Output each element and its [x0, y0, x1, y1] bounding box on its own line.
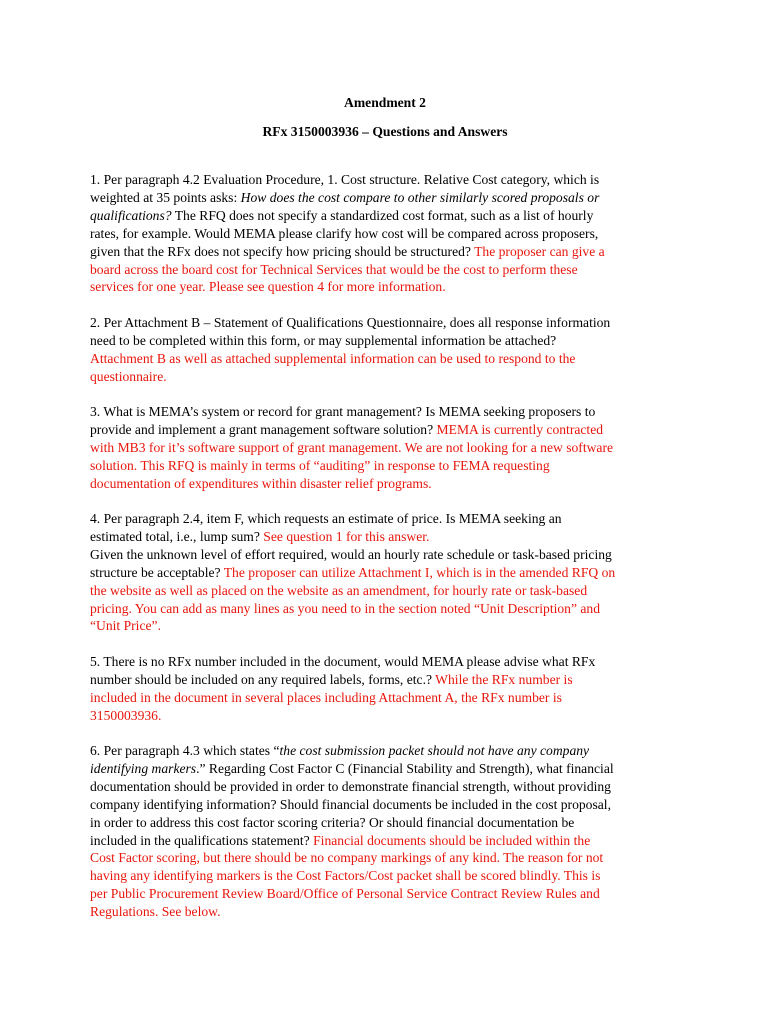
answer-text: 3150003936. [90, 707, 162, 723]
q4-line: Given the unknown level of effort required, would an hourly rate schedule or task-based pricing [90, 546, 612, 562]
answer-text: “Unit Price”. [90, 618, 161, 634]
q6-line: identifying markers.” Regarding Cost Factor C (Financial Stability and Strength), what financial [90, 760, 614, 776]
q6-line: included in the qualifications statement? Financial documents should be included within the [90, 832, 591, 848]
answer-text: See question 1 for this answer. [263, 528, 430, 544]
answer-text: board across the board cost for Technical Services that would be the cost to perform these [90, 261, 578, 277]
answer-text: Attachment B as well as attached supplemental information can be used to respond to the [90, 350, 576, 366]
q1-line: weighted at 35 points asks: How does the cost compare to other similarly scored proposals or [90, 189, 600, 205]
q6-line: documentation should be provided in order to demonstrate financial strength, without providing [90, 778, 611, 794]
question-6 [90, 742, 682, 921]
q3-line: 3. What is MEMA’s system or record for grant management? Is MEMA seeking proposers to [90, 404, 596, 419]
question-3 [90, 403, 682, 493]
q2-line: need to be completed within this form, or may supplemental information be attached? [90, 332, 557, 348]
q3-line: provide and implement a grant management software solution? MEMA is currently contracted [90, 421, 604, 437]
answer-text: solution. This RFQ is mainly in terms of “auditing” in response to FEMA requesting [90, 457, 550, 473]
answer-text: services for one year. Please see question 4 for more information. [90, 279, 446, 295]
q1-line: qualifications? The RFQ does not specify a standardized cost format, such as a list of hourly [90, 207, 594, 223]
q4-line: estimated total, i.e., lump sum? See question 1 for this answer. [90, 528, 430, 544]
answer-text: per Public Procurement Review Board/Office of Personal Service Contract Review Rules and [90, 886, 600, 902]
q1-line: given that the RFx does not specify how pricing should be structured? The proposer can give a [90, 243, 605, 259]
question-2 [90, 314, 682, 386]
q5-line: number should be included on any required labels, forms, etc.? While the RFx number is [90, 671, 573, 687]
q4-line: structure be acceptable? The proposer can utilize Attachment I, which is in the amended RFQ on [90, 564, 616, 580]
q6-line: 6. Per paragraph 4.3 which states “the cost submission packet should not have any company [90, 743, 590, 758]
question-4 [90, 510, 682, 635]
answer-text: Financial documents should be included within the [313, 832, 591, 848]
answer-text: Cost Factor scoring, but there should be no company markings of any kind. The reason for not [90, 850, 604, 866]
q6-line: in order to address this cost factor scoring criteria? Or should financial documentation be [90, 814, 575, 830]
question-5 [90, 653, 682, 725]
q1-line: 1. Per paragraph 4.2 Evaluation Procedure, 1. Cost structure. Relative Cost category, which is [90, 172, 600, 187]
question-1 [90, 171, 682, 296]
amendment-heading: Amendment 2 [344, 95, 426, 110]
q6-line: company identifying information? Should financial documents be included in the cost proposal, [90, 796, 611, 812]
answer-text: Regulations. See below. [90, 904, 221, 920]
answer-text: The proposer can utilize Attachment I, which is in the amended RFQ on [223, 564, 616, 580]
answer-text: having any identifying markers is the Cost Factors/Cost packet shall be scored blindly. This is [90, 868, 601, 884]
answer-text: the website as well as placed on the website as an amendment, for hourly rate or task-based [90, 582, 588, 598]
answer-text: questionnaire. [90, 368, 167, 384]
q5-line: 5. There is no RFx number included in the document, would MEMA please advise what RFx [90, 654, 596, 669]
q1-line: rates, for example. Would MEMA please clarify how cost will be compared across proposers, [90, 225, 599, 241]
answer-text: included in the document in several places including Attachment A, the RFx number is [90, 689, 562, 705]
document-title: RFx 3150003936 – Questions and Answers [262, 124, 508, 139]
answer-text: While the RFx number is [435, 671, 573, 687]
answer-text: MEMA is currently contracted [436, 421, 604, 437]
q4-line: 4. Per paragraph 2.4, item F, which requests an estimate of price. Is MEMA seeking an [90, 511, 562, 526]
answer-text: pricing. You can add as many lines as you need to in the section noted “Unit Description” and [90, 600, 601, 616]
answer-text: with MB3 for it’s software support of grant management. We are not looking for a new software [90, 439, 614, 455]
answer-text: The proposer can give a [474, 243, 605, 259]
answer-text: documentation of expenditures within disaster relief programs. [90, 475, 432, 491]
q2-line: 2. Per Attachment B – Statement of Qualifications Questionnaire, does all response information [90, 315, 611, 330]
